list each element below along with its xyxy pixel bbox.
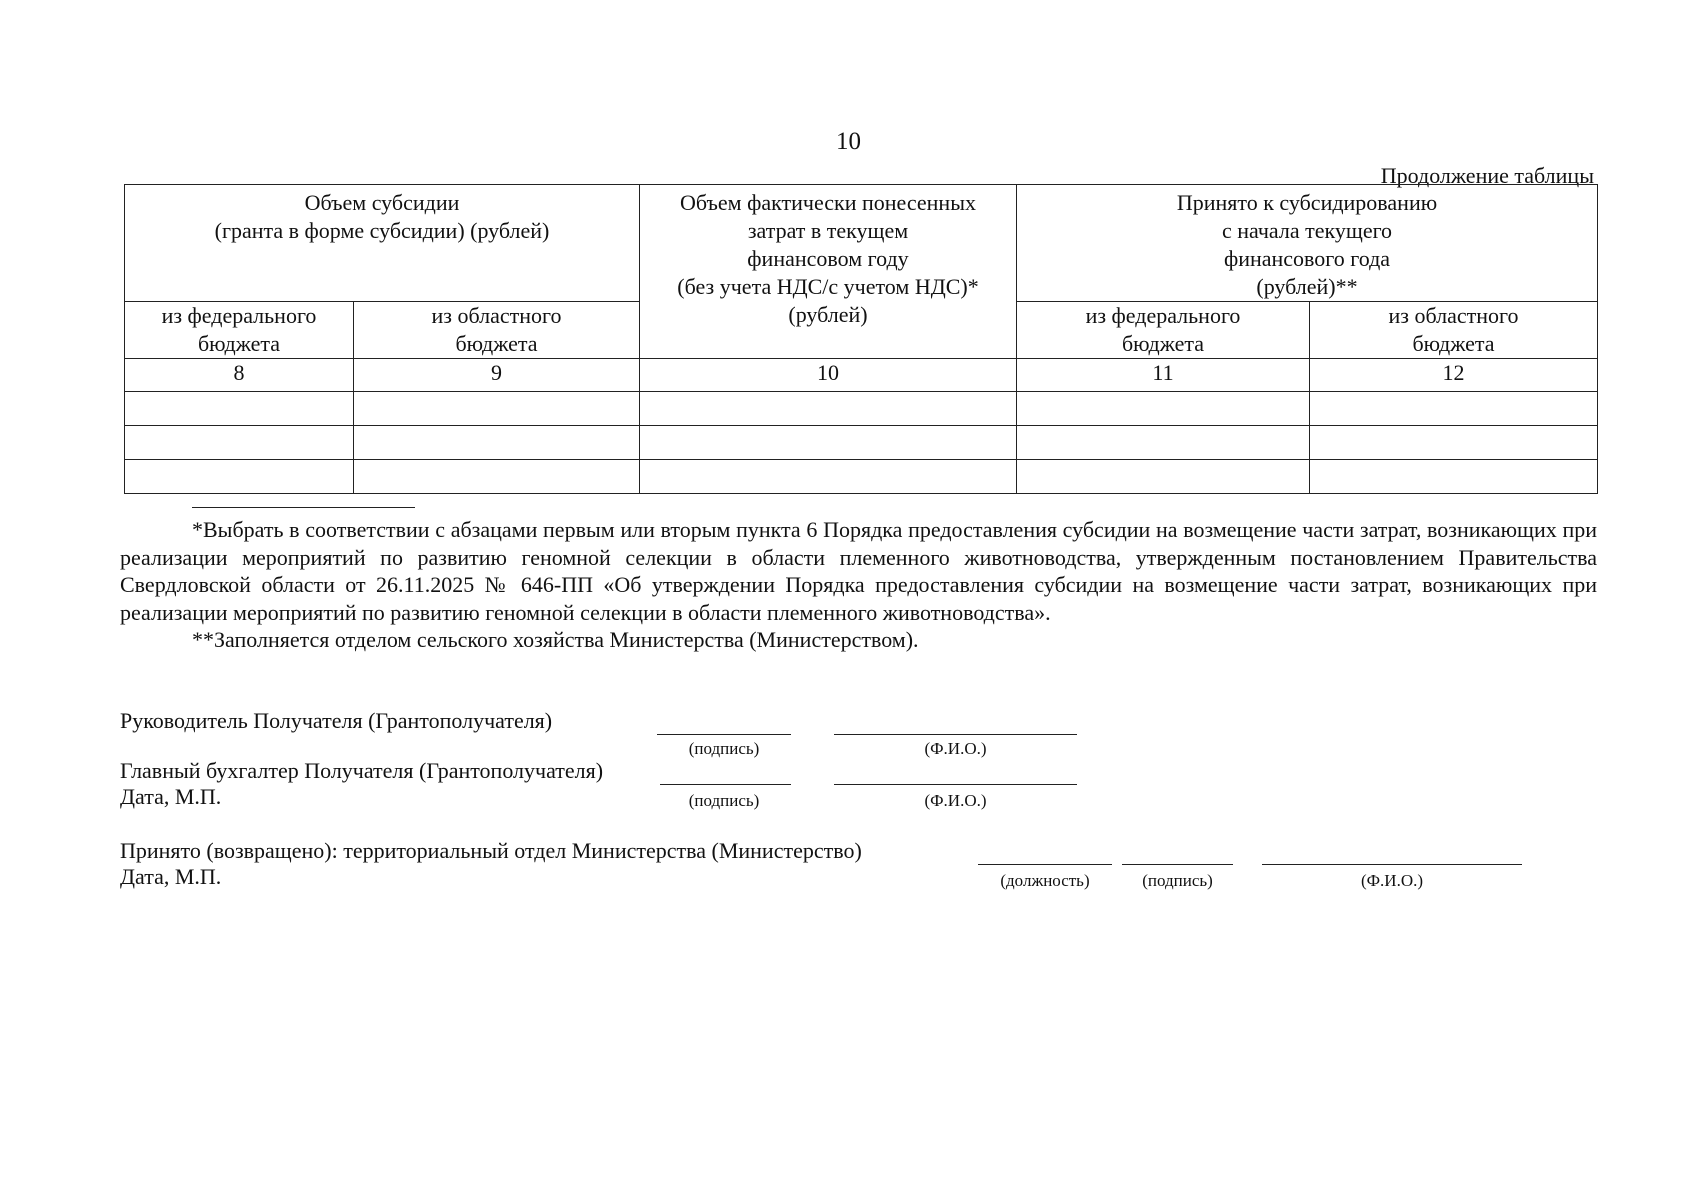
head-signature-line[interactable] [657,734,791,735]
header-regional-1 [354,302,640,359]
header-actual-costs [640,185,1017,359]
table-cell [1017,460,1310,494]
table-cell [354,392,640,426]
column-number: 8 [125,359,354,392]
table-row [125,426,1598,460]
chief-accountant-label: Главный бухгалтер Получателя (Грантополучателя) [120,758,604,783]
footnote-separator [192,507,415,508]
table-cell [354,426,640,460]
header-text: затрат в текущем [747,218,909,243]
header-text: бюджета [455,331,538,356]
table-cell [354,460,640,494]
department-signature-line[interactable] [1122,864,1233,865]
table-column-numbers-row [125,359,1598,392]
table-cell [640,426,1017,460]
table-cell [125,392,354,426]
header-text: с начала текущего [1221,218,1393,243]
header-text: из областного [1388,303,1519,328]
header-federal-1 [125,302,354,359]
page-number: 10 [836,128,861,155]
header-accepted [1017,185,1598,302]
table-header-row [125,185,1598,302]
footnote-2: **Заполняется отделом сельского хозяйства Министерства (Министерством). [192,627,919,652]
header-text: Объем субсидии [304,190,460,215]
header-text: бюджета [1412,331,1495,356]
header-federal-2 [1017,302,1310,359]
signature-caption: (подпись) [688,739,760,758]
footnotes [120,516,1597,654]
table-cell [1310,426,1598,460]
header-text: (гранта в форме субсидии) (рублей) [214,218,550,243]
header-regional-2 [1310,302,1598,359]
fio-caption: (Ф.И.О.) [924,739,987,758]
table-continuation-label: Продолжение таблицы [1380,163,1594,188]
header-text: Объем фактически понесенных [680,190,976,215]
department-fio-line[interactable] [1262,864,1522,865]
table-cell [125,460,354,494]
subsidy-table [124,184,1598,494]
table-row [125,460,1598,494]
signature-caption: (подпись) [688,791,760,810]
header-text: Принято к субсидированию [1176,190,1438,215]
header-text: (без учета НДС/с учетом НДС)* [677,274,979,299]
header-text: (рублей) [788,302,868,327]
table-cell [1310,392,1598,426]
header-text: финансовом году [747,246,909,271]
column-number: 12 [1310,359,1598,392]
date-stamp-label-2: Дата, М.П. [120,864,222,889]
header-text: из федерального [1085,303,1241,328]
table-cell [1310,460,1598,494]
header-text: из федерального [161,303,317,328]
accepted-returned-label: Принято (возвращено): территориальный отдел Министерства (Министерство) [120,838,862,863]
position-line[interactable] [978,864,1112,865]
header-text: (рублей)** [1256,274,1358,299]
table-cell [640,392,1017,426]
column-number: 9 [354,359,640,392]
column-number: 11 [1017,359,1310,392]
position-caption: (должность) [1000,871,1090,890]
head-fio-line[interactable] [834,734,1077,735]
head-of-recipient-label: Руководитель Получателя (Грантополучателя) [120,708,553,733]
table-cell [1017,392,1310,426]
accountant-signature-line[interactable] [660,784,791,785]
header-subsidy-volume [125,185,640,302]
table-row [125,392,1598,426]
header-text: из областного [431,303,562,328]
footnote-1: *Выбрать в соответствии с абзацами первым или вторым пункта 6 Порядка предоставления субсидии на возмещение части затрат, возникающих при реализации мероприятий по развитию геномной селекции в области племенного животноводства, утвержденным постановлением Правительства Свердловской области от 26.11.2025 № 646-ПП «Об утверждении Порядка предоставления субсидии на возмещение части затрат, возникающих при реализации мероприятий по развитию геномной селекции в области племенного животноводства». [120,517,1597,625]
table-cell [1017,426,1310,460]
column-number: 10 [640,359,1017,392]
table-cell [640,460,1017,494]
header-text: финансового года [1223,246,1391,271]
signature-caption: (подпись) [1142,871,1213,890]
fio-caption: (Ф.И.О.) [1360,871,1424,890]
accountant-fio-line[interactable] [834,784,1077,785]
header-text: бюджета [197,331,281,356]
fio-caption: (Ф.И.О.) [924,791,987,810]
header-text: бюджета [1121,331,1205,356]
date-stamp-label: Дата, М.П. [120,784,222,809]
table-cell [125,426,354,460]
